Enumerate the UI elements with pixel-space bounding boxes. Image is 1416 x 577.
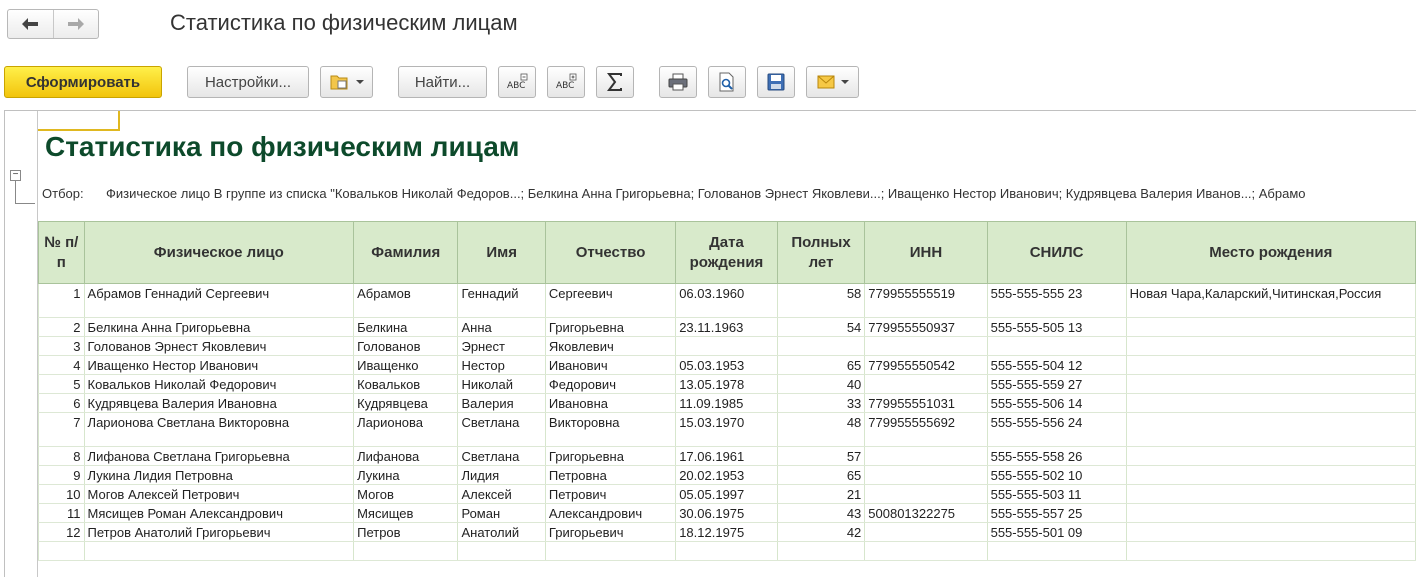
- table-cell[interactable]: 42: [777, 523, 865, 542]
- table-cell[interactable]: 7: [39, 413, 85, 447]
- table-cell[interactable]: Иващенко Нестор Иванович: [84, 356, 354, 375]
- table-cell[interactable]: Александрович: [545, 504, 675, 523]
- column-header: Дата рождения: [676, 222, 778, 284]
- table-header-row: [39, 222, 1416, 284]
- group-bracket: [15, 203, 35, 204]
- table-cell[interactable]: 20.02.1953: [676, 466, 778, 485]
- collapse-groups-button[interactable]: [498, 66, 536, 98]
- table-cell[interactable]: [865, 485, 987, 504]
- report-variants-button[interactable]: [320, 66, 373, 98]
- table-cell[interactable]: 48: [777, 413, 865, 447]
- table-cell[interactable]: [1126, 523, 1415, 542]
- find-button[interactable]: Найти...: [398, 66, 487, 98]
- table-cell[interactable]: 40: [777, 375, 865, 394]
- print-button[interactable]: [659, 66, 697, 98]
- table-cell[interactable]: [676, 337, 778, 356]
- table-cell[interactable]: 06.03.1960: [676, 284, 778, 318]
- table-cell[interactable]: 8: [39, 447, 85, 466]
- table-cell[interactable]: Новая Чара,Каларский,Читинская,Россия: [1126, 284, 1415, 318]
- table-cell[interactable]: 54: [777, 318, 865, 337]
- table-cell[interactable]: 555-555-504 12: [987, 356, 1126, 375]
- table-cell[interactable]: Мясищев Роман Александрович: [84, 504, 354, 523]
- table-cell[interactable]: Лукина Лидия Петровна: [84, 466, 354, 485]
- table-row-empty: [39, 542, 1416, 561]
- table-cell[interactable]: 57: [777, 447, 865, 466]
- table-cell[interactable]: 3: [39, 337, 85, 356]
- table-cell[interactable]: 555-555-558 26: [987, 447, 1126, 466]
- table-row[interactable]: [39, 413, 1416, 447]
- table-cell[interactable]: 65: [777, 466, 865, 485]
- table-cell[interactable]: Анатолий: [458, 523, 545, 542]
- table-row[interactable]: [39, 356, 1416, 375]
- forward-button[interactable]: [53, 10, 98, 38]
- table-cell: [865, 542, 987, 561]
- table-cell[interactable]: Анна: [458, 318, 545, 337]
- table-cell[interactable]: Эрнест: [458, 337, 545, 356]
- table-cell[interactable]: 1: [39, 284, 85, 318]
- print-preview-button[interactable]: [708, 66, 746, 98]
- report-title: Статистика по физическим лицам: [45, 131, 520, 162]
- table-cell[interactable]: 11.09.1985: [676, 394, 778, 413]
- table-cell[interactable]: 17.06.1961: [676, 447, 778, 466]
- table-cell[interactable]: [1126, 394, 1415, 413]
- table-cell[interactable]: 65: [777, 356, 865, 375]
- expand-groups-icon: [555, 73, 577, 91]
- table-cell[interactable]: [1126, 504, 1415, 523]
- table-cell[interactable]: Ковальков Николай Федорович: [84, 375, 354, 394]
- table-cell[interactable]: Могов Алексей Петрович: [84, 485, 354, 504]
- table-cell[interactable]: 05.05.1997: [676, 485, 778, 504]
- table-cell[interactable]: Лукина: [354, 466, 458, 485]
- table-cell[interactable]: Петрович: [545, 485, 675, 504]
- report-variants-icon: [330, 73, 350, 91]
- table-row[interactable]: [39, 337, 1416, 356]
- table-cell[interactable]: 555-555-555 23: [987, 284, 1126, 318]
- column-header: ИНН: [865, 222, 987, 284]
- table-cell[interactable]: 779955555519: [865, 284, 987, 318]
- table-cell[interactable]: 555-555-503 11: [987, 485, 1126, 504]
- table-cell[interactable]: 555-555-501 09: [987, 523, 1126, 542]
- table-cell[interactable]: Мясищев: [354, 504, 458, 523]
- send-email-button[interactable]: [806, 66, 859, 98]
- svg-text:ABC: ABC: [507, 81, 526, 91]
- group-bracket: [15, 181, 16, 203]
- table-cell[interactable]: Голованов: [354, 337, 458, 356]
- save-button[interactable]: [757, 66, 795, 98]
- settings-button[interactable]: Настройки...: [187, 66, 309, 98]
- table-row[interactable]: [39, 447, 1416, 466]
- table-cell: [354, 542, 458, 561]
- table-row[interactable]: [39, 318, 1416, 337]
- table-cell: [676, 542, 778, 561]
- table-cell[interactable]: [1126, 466, 1415, 485]
- table-cell[interactable]: [1126, 318, 1415, 337]
- generate-button[interactable]: Сформировать: [4, 66, 162, 98]
- window-title: Статистика по физическим лицам: [170, 10, 518, 35]
- collapse-group-icon[interactable]: −: [10, 170, 21, 181]
- table-cell[interactable]: Абрамов Геннадий Сергеевич: [84, 284, 354, 318]
- filter-row: [42, 186, 1416, 201]
- sum-button[interactable]: [596, 66, 634, 98]
- table-cell[interactable]: 555-555-559 27: [987, 375, 1126, 394]
- table-cell[interactable]: 23.11.1963: [676, 318, 778, 337]
- svg-text:ABC: ABC: [556, 81, 575, 91]
- table-row[interactable]: [39, 504, 1416, 523]
- table-cell[interactable]: Роман: [458, 504, 545, 523]
- table-row[interactable]: [39, 466, 1416, 485]
- table-cell[interactable]: Лифанова Светлана Григорьевна: [84, 447, 354, 466]
- table-cell[interactable]: Светлана: [458, 413, 545, 447]
- column-header: Фамилия: [354, 222, 458, 284]
- table-cell[interactable]: 58: [777, 284, 865, 318]
- table-cell[interactable]: 555-555-505 13: [987, 318, 1126, 337]
- table-cell[interactable]: 12: [39, 523, 85, 542]
- table-cell[interactable]: Иванович: [545, 356, 675, 375]
- table-cell[interactable]: Алексей: [458, 485, 545, 504]
- filter-label: Отбор:: [42, 186, 84, 201]
- table-cell[interactable]: 555-555-506 14: [987, 394, 1126, 413]
- table-cell[interactable]: 2: [39, 318, 85, 337]
- table-cell: [545, 542, 675, 561]
- column-header: Полных лет: [777, 222, 865, 284]
- table-cell[interactable]: Геннадий: [458, 284, 545, 318]
- table-cell[interactable]: Яковлевич: [545, 337, 675, 356]
- table-cell[interactable]: Кудрявцева Валерия Ивановна: [84, 394, 354, 413]
- envelope-icon: [817, 75, 835, 89]
- table-cell: [458, 542, 545, 561]
- table-cell[interactable]: Нестор: [458, 356, 545, 375]
- table-cell[interactable]: [777, 337, 865, 356]
- table-cell[interactable]: Ларионова Светлана Викторовна: [84, 413, 354, 447]
- table-cell[interactable]: 6: [39, 394, 85, 413]
- column-header: Место рождения: [1126, 222, 1415, 284]
- table-cell[interactable]: [1126, 356, 1415, 375]
- report-document[interactable]: [4, 110, 1416, 577]
- table-cell[interactable]: [1126, 447, 1415, 466]
- column-header: Отчество: [545, 222, 675, 284]
- arrow-left-icon: [21, 17, 39, 31]
- table-row[interactable]: [39, 394, 1416, 413]
- table-cell[interactable]: 15.03.1970: [676, 413, 778, 447]
- table-cell[interactable]: Викторовна: [545, 413, 675, 447]
- table-cell[interactable]: Белкина: [354, 318, 458, 337]
- table-cell[interactable]: [865, 447, 987, 466]
- table-row[interactable]: [39, 284, 1416, 318]
- table-cell[interactable]: [1126, 375, 1415, 394]
- table-cell[interactable]: 18.12.1975: [676, 523, 778, 542]
- back-button[interactable]: [8, 10, 53, 38]
- column-header: № п/п: [39, 222, 85, 284]
- table-cell[interactable]: 21: [777, 485, 865, 504]
- table-cell[interactable]: Светлана: [458, 447, 545, 466]
- table-cell: [987, 542, 1126, 561]
- table-cell[interactable]: Ковальков: [354, 375, 458, 394]
- table-cell[interactable]: [865, 466, 987, 485]
- table-cell[interactable]: 555-555-556 24: [987, 413, 1126, 447]
- table-cell[interactable]: Лидия: [458, 466, 545, 485]
- column-header: Физическое лицо: [84, 222, 354, 284]
- table-cell[interactable]: Ларионова: [354, 413, 458, 447]
- history-nav: [7, 9, 99, 39]
- table-cell[interactable]: [1126, 485, 1415, 504]
- table-cell[interactable]: 779955555692: [865, 413, 987, 447]
- filter-value: Физическое лицо В группе из списка "Ковальков Николай Федоров...; Белкина Анна Григорьевна; Голованов Эрнест Яковлеви...; Иващенко Нестор Иванович; Кудрявцева Валерия Иванов...; Абрамо: [106, 186, 1306, 201]
- table-cell: [1126, 542, 1415, 561]
- table-row[interactable]: [39, 523, 1416, 542]
- table-cell[interactable]: 4: [39, 356, 85, 375]
- floppy-disk-icon: [767, 73, 785, 91]
- arrow-right-icon: [67, 17, 85, 31]
- table-cell[interactable]: 33: [777, 394, 865, 413]
- table-cell[interactable]: [865, 523, 987, 542]
- table-cell[interactable]: Григорьевна: [545, 447, 675, 466]
- table-cell: [39, 542, 85, 561]
- expand-groups-button[interactable]: [547, 66, 585, 98]
- chevron-down-icon: [356, 80, 364, 84]
- table-cell[interactable]: Ивановна: [545, 394, 675, 413]
- sum-icon: [607, 73, 623, 91]
- table-cell[interactable]: Петров: [354, 523, 458, 542]
- column-header: СНИЛС: [987, 222, 1126, 284]
- table-cell[interactable]: 05.03.1953: [676, 356, 778, 375]
- table-cell: [84, 542, 354, 561]
- table-cell[interactable]: Григорьевич: [545, 523, 675, 542]
- table-cell[interactable]: Белкина Анна Григорьевна: [84, 318, 354, 337]
- table-cell[interactable]: Петров Анатолий Григорьевич: [84, 523, 354, 542]
- table-cell[interactable]: Федорович: [545, 375, 675, 394]
- table-cell[interactable]: Валерия: [458, 394, 545, 413]
- table-cell[interactable]: Сергеевич: [545, 284, 675, 318]
- table-cell[interactable]: 9: [39, 466, 85, 485]
- table-cell[interactable]: 779955551031: [865, 394, 987, 413]
- table-row[interactable]: [39, 375, 1416, 394]
- table-cell: [777, 542, 865, 561]
- table-cell[interactable]: [1126, 413, 1415, 447]
- active-cell-marker: [38, 111, 120, 131]
- table-cell[interactable]: 779955550542: [865, 356, 987, 375]
- chevron-down-icon: [841, 80, 849, 84]
- table-cell[interactable]: 11: [39, 504, 85, 523]
- report-table: [38, 221, 1416, 561]
- table-cell[interactable]: [865, 375, 987, 394]
- table-cell[interactable]: 779955550937: [865, 318, 987, 337]
- table-cell[interactable]: Петровна: [545, 466, 675, 485]
- table-cell[interactable]: 43: [777, 504, 865, 523]
- table-cell[interactable]: 555-555-502 10: [987, 466, 1126, 485]
- table-cell[interactable]: Григорьевна: [545, 318, 675, 337]
- table-cell[interactable]: Иващенко: [354, 356, 458, 375]
- table-cell[interactable]: 555-555-557 25: [987, 504, 1126, 523]
- table-cell[interactable]: Абрамов: [354, 284, 458, 318]
- table-row[interactable]: [39, 485, 1416, 504]
- print-preview-icon: [718, 72, 736, 92]
- table-cell[interactable]: Могов: [354, 485, 458, 504]
- table-cell[interactable]: Николай: [458, 375, 545, 394]
- table-cell[interactable]: 5: [39, 375, 85, 394]
- table-cell[interactable]: [865, 337, 987, 356]
- table-cell[interactable]: Голованов Эрнест Яковлевич: [84, 337, 354, 356]
- column-header: Имя: [458, 222, 545, 284]
- table-cell[interactable]: 30.06.1975: [676, 504, 778, 523]
- collapse-groups-icon: [506, 73, 528, 91]
- table-cell[interactable]: Кудрявцева: [354, 394, 458, 413]
- table-cell[interactable]: 500801322275: [865, 504, 987, 523]
- table-cell[interactable]: [1126, 337, 1415, 356]
- table-cell[interactable]: Лифанова: [354, 447, 458, 466]
- printer-icon: [668, 73, 688, 91]
- table-cell[interactable]: [987, 337, 1126, 356]
- table-cell[interactable]: 10: [39, 485, 85, 504]
- table-cell[interactable]: 13.05.1978: [676, 375, 778, 394]
